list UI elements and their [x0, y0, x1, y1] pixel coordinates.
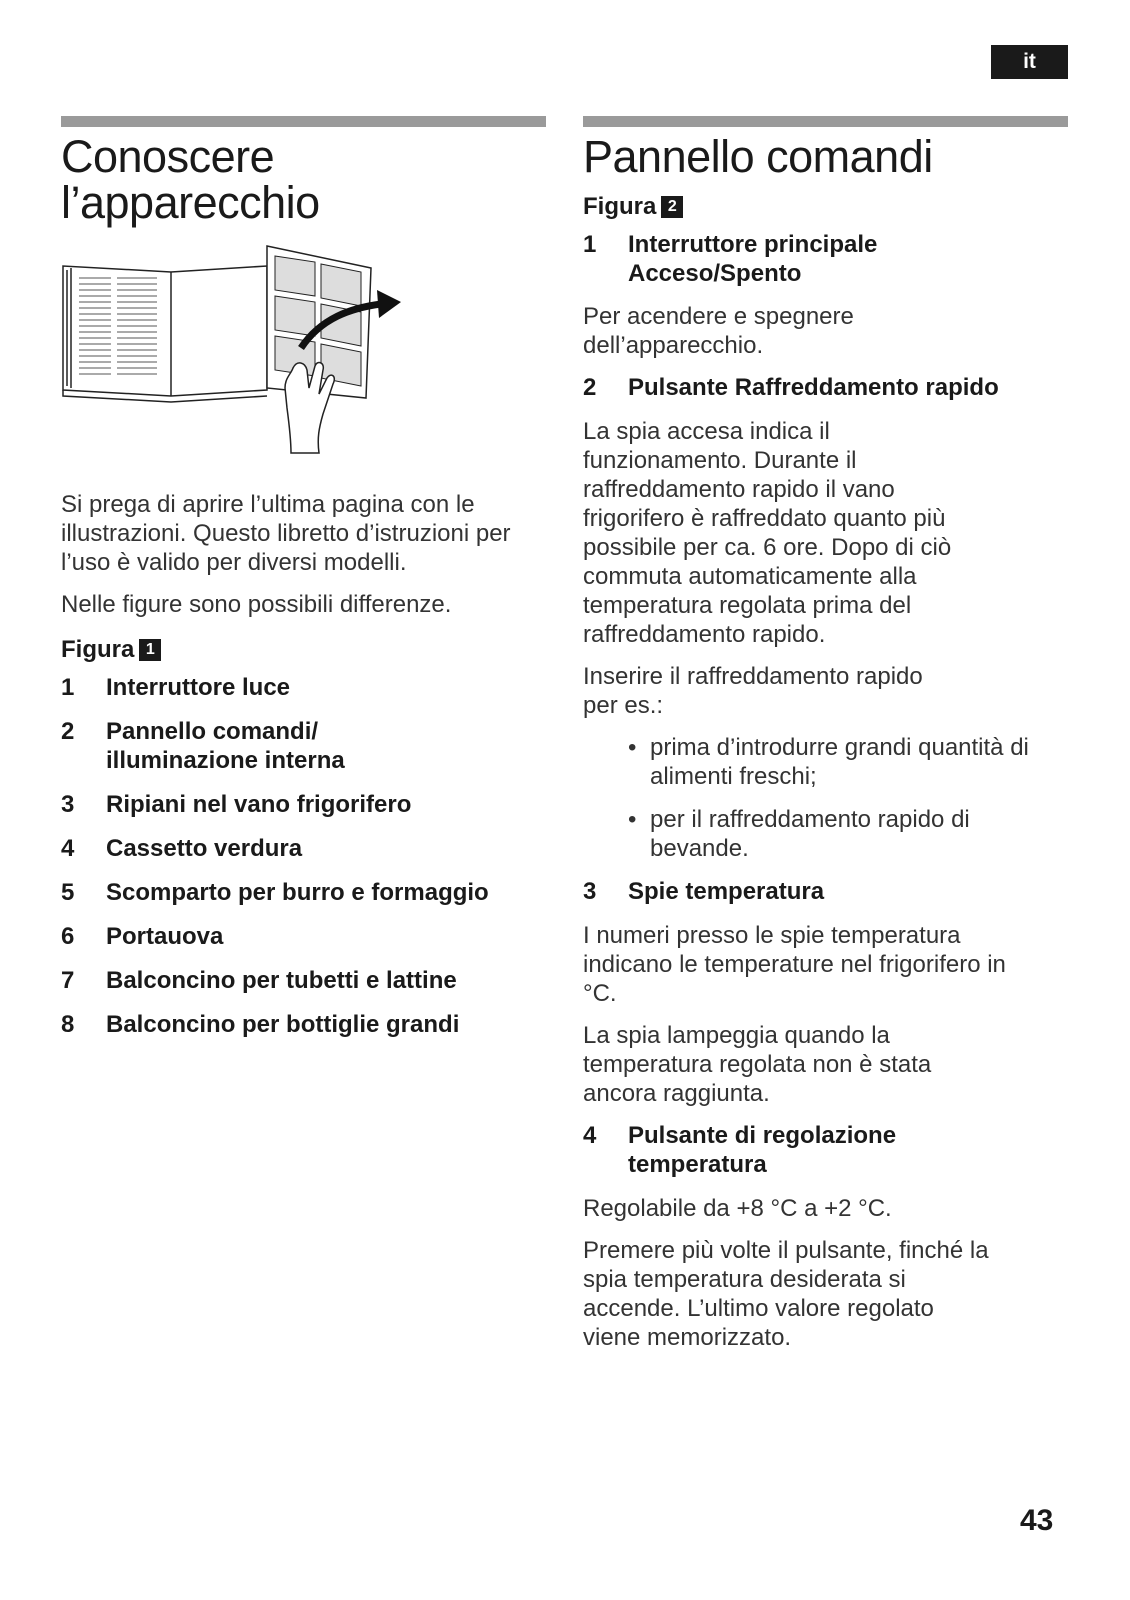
- item-label: Cassetto verdura: [106, 835, 303, 862]
- item-number: 2: [61, 718, 75, 745]
- figure-number-badge: 2: [661, 196, 683, 218]
- figure-number-badge: 1: [139, 639, 161, 661]
- item-description: Inserire il raffreddamento rapido per es.:: [583, 663, 923, 719]
- list-item: [61, 966, 551, 995]
- figure-label-text: Figura: [61, 636, 135, 663]
- item-number: 4: [583, 1122, 597, 1149]
- right-column: [583, 131, 1073, 1365]
- item-number: 7: [61, 967, 75, 994]
- item-label: Pannello comandi/ illuminazione interna: [106, 718, 345, 774]
- item-number: 6: [61, 923, 75, 950]
- list-item: [61, 790, 551, 819]
- item-number: 3: [61, 791, 75, 818]
- bullet-item: [628, 733, 1073, 791]
- item-number: 1: [61, 674, 75, 701]
- section-title-control-panel: Pannello comandi: [583, 131, 933, 182]
- item-label: Scomparto per burro e formaggio: [106, 879, 489, 906]
- list-item: [61, 1010, 551, 1039]
- left-column: [61, 131, 551, 1054]
- open-booklet-illustration: [61, 238, 421, 458]
- differences-note: Nelle figure sono possibili differenze.: [61, 591, 452, 618]
- item-number: 2: [583, 374, 597, 401]
- item-number: 5: [61, 879, 75, 906]
- item-label: Portauova: [106, 923, 224, 950]
- item-label: Interruttore luce: [106, 674, 291, 701]
- list-item: [583, 230, 1073, 288]
- list-item: [61, 673, 551, 702]
- item-label: Pulsante di regolazione temperatura: [628, 1122, 897, 1178]
- item-number: 4: [61, 835, 75, 862]
- figure-1-label: [61, 635, 551, 665]
- bullet-marker: •: [628, 806, 637, 833]
- list-item: [61, 717, 551, 775]
- item-label: Interruttore principale Acceso/Spento: [628, 231, 878, 287]
- list-item: [583, 877, 1073, 906]
- item-number: 1: [583, 231, 597, 258]
- bullet-marker: •: [628, 734, 637, 761]
- figure-label-text: Figura: [583, 193, 657, 220]
- item-label: Balconcino per tubetti e lattine: [106, 967, 457, 994]
- page-number: 43: [1020, 1504, 1054, 1537]
- item-description: La spia lampeggia quando la temperatura regolata non è stata ancora raggiunta.: [583, 1022, 932, 1107]
- language-tab: it: [991, 45, 1068, 79]
- right-section-rule: [583, 116, 1068, 127]
- item-number: 8: [61, 1011, 75, 1038]
- list-item: [583, 1121, 1073, 1179]
- list-item: [61, 922, 551, 951]
- item-label: Pulsante Raffreddamento rapido: [628, 374, 999, 401]
- list-item: [583, 373, 1073, 402]
- title-line-2: l’apparecchio: [61, 177, 320, 228]
- bullet-text: per il raffreddamento rapido di bevande.: [650, 806, 970, 862]
- item-description: Per acendere e spegnere dell’apparecchio.: [583, 303, 854, 359]
- item-number: 3: [583, 878, 597, 905]
- bullet-item: [628, 805, 1073, 863]
- item-description: Regolabile da +8 °C a +2 °C.: [583, 1195, 892, 1222]
- figure-2-label: [583, 192, 1073, 222]
- item-label: Ripiani nel vano frigorifero: [106, 791, 412, 818]
- item-label: Spie temperatura: [628, 878, 825, 905]
- bullet-text: prima d’introdurre grandi quantità di alimenti freschi;: [650, 734, 1029, 790]
- item-description: La spia accesa indica il funzionamento. Durante il raffreddamento rapido il vano frigorifero è raffreddato quanto più possibile per ca. 6 ore. Dopo di ciò commuta automaticamente alla temperatura regolata prima del raffreddamento rapido.: [583, 418, 952, 648]
- list-item: [61, 878, 551, 907]
- list-item: [61, 834, 551, 863]
- item-description: I numeri presso le spie temperatura indicano le temperature nel frigorifero in °C.: [583, 922, 1006, 1007]
- left-section-rule: [61, 116, 546, 127]
- section-title-appliance: [61, 131, 551, 228]
- item-label: Balconcino per bottiglie grandi: [106, 1011, 460, 1038]
- title-line-1: Conoscere: [61, 131, 275, 182]
- item-description: Premere più volte il pulsante, finché la spia temperatura desiderata si accende. L’ultimo valore regolato viene memorizzato.: [583, 1237, 989, 1351]
- intro-paragraph: Si prega di aprire l’ultima pagina con le illustrazioni. Questo libretto d’istruzioni per l’uso è valido per diversi modelli.: [61, 491, 511, 576]
